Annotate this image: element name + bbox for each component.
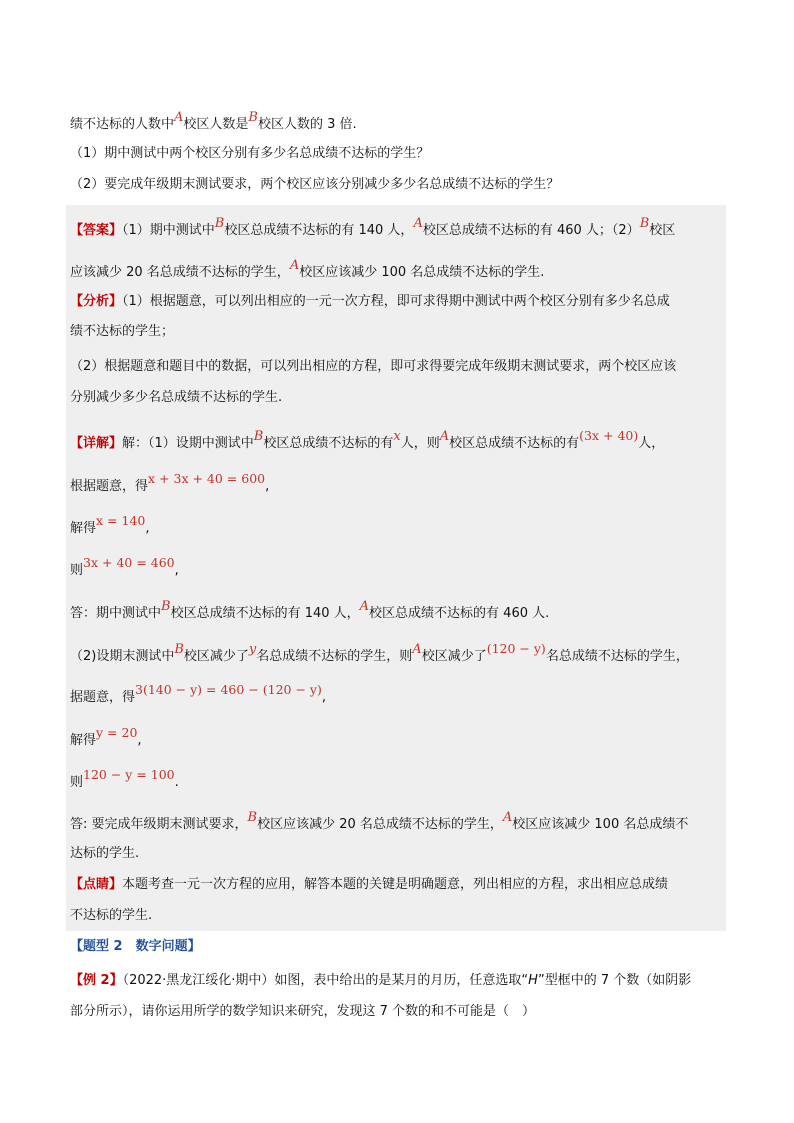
answer-tag: 【答案】 (70, 223, 123, 238)
detail-line-5: 答：期中测试中B校区总成绩不达标的有 140 人，A校区总成绩不达标的有 460 人. (70, 599, 550, 621)
analysis-line-3: （2）根据题意和题目中的数据，可以列出相应的方程，即可求得要完成年级期末测试要求，两个校区应该 (70, 359, 677, 374)
example-2-line-1: 【例 2】（2022·黑龙江绥化·期中）如图，表中给出的是某月的月历，任意选取“H”型框中的 7 个数（如阴影 (70, 973, 692, 988)
detail-line-1: 【详解】解：（1）设期中测试中B校区总成绩不达标的有x人，则A校区总成绩不达标的有(3x + 40)人， (70, 428, 665, 451)
detail-line-11: 达标的学生. (70, 846, 140, 861)
section-heading: 【题型 2 数字问题】 (70, 939, 201, 954)
comment-line-2: 不达标的学生. (70, 908, 153, 923)
detail-line-8: 解得y = 20, (70, 725, 142, 748)
math-expression: (120 − y) (486, 641, 546, 656)
equation: x = 140 (96, 513, 146, 528)
detail-line-9: 则120 − y = 100. (70, 767, 179, 790)
equation: 120 − y = 100 (83, 767, 175, 782)
question-part-2: （2）要完成年级期末测试要求，两个校区应该分别减少多少名总成绩不达标的学生？ (70, 177, 560, 192)
detail-tag: 【详解】 (70, 436, 123, 451)
example-tag: 【例 2】 (70, 973, 123, 988)
example-2-line-2: 部分所示），请你运用所学的数学知识来研究，发现这 7 个数的和不可能是（ ） (70, 1004, 536, 1019)
detail-line-7: 据题意，得3(140 − y) = 460 − (120 − y), (70, 682, 326, 705)
detail-line-6: （2)设期末测试中B校区减少了y名总成绩不达标的学生，则A校区减少了(120 − y)名总成绩不达标的学生， (70, 641, 689, 664)
equation: x + 3x + 40 = 600 (148, 471, 266, 486)
analysis-tag: 【分析】 (70, 294, 123, 309)
detail-line-3: 解得x = 140, (70, 513, 150, 536)
var-A: A (174, 110, 184, 125)
answer-line-1: 【答案】（1）期中测试中B校区总成绩不达标的有 140 人，A校区总成绩不达标的有 460 人；（2）B校区 (70, 216, 676, 238)
detail-line-4: 则3x + 40 = 460, (70, 555, 179, 578)
equation: 3x + 40 = 460 (83, 555, 175, 570)
question-line-1: 绩不达标的人数中A校区人数是B校区人数的 3 倍. (70, 110, 357, 132)
analysis-line-2: 绩不达标的学生； (70, 324, 175, 339)
equation: 3(140 − y) = 460 − (120 − y) (135, 682, 322, 697)
detail-line-2: 根据题意，得x + 3x + 40 = 600, (70, 471, 270, 494)
equation: y = 20 (96, 725, 138, 740)
comment-tag: 【点睛】 (70, 877, 123, 892)
question-part-1: （1）期中测试中两个校区分别有多少名总成绩不达标的学生？ (70, 146, 430, 161)
detail-line-10: 答: 要完成年级期末测试要求，B校区应该减少 20 名总成绩不达标的学生，A校区应该减少 100 名总成绩不 (70, 810, 689, 832)
analysis-line-4: 分别减少多少名总成绩不达标的学生. (70, 390, 283, 405)
math-expression: (3x + 40) (579, 428, 639, 443)
var-B: B (248, 110, 258, 125)
comment-line-1: 【点睛】本题考查一元一次方程的应用，解答本题的关键是明确题意，列出相应的方程，求出相应总成绩 (70, 877, 669, 892)
answer-line-2: 应该减少 20 名总成绩不达标的学生，A校区应该减少 100 名总成绩不达标的学生. (70, 258, 545, 280)
analysis-line-1: 【分析】（1）根据题意，可以列出相应的一元一次方程，即可求得期中测试中两个校区分别有多少名总成 (70, 294, 670, 309)
